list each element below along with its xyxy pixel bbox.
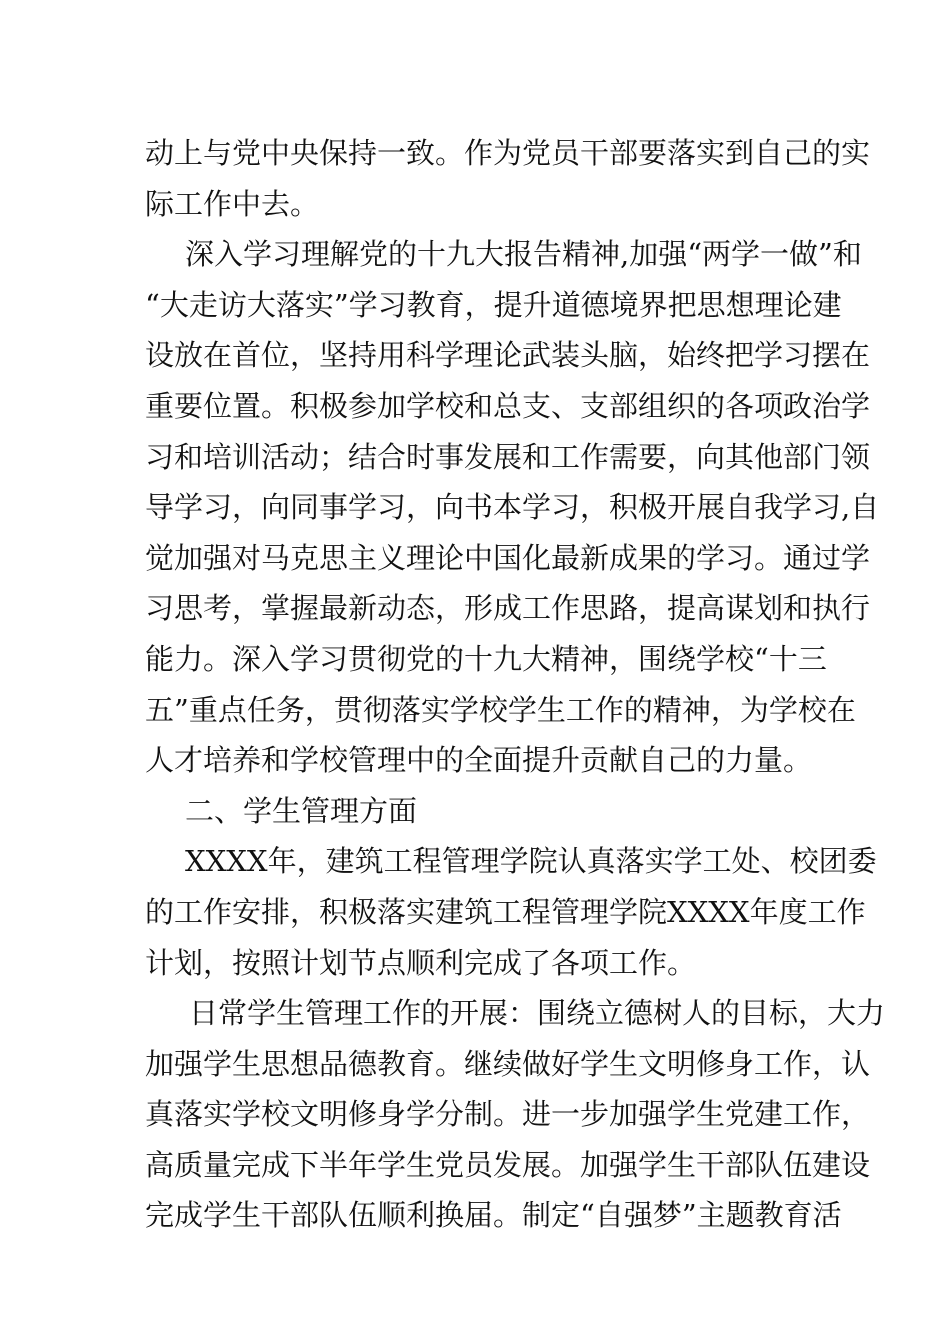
text-line: 加强学生思想品德教育。继续做好学生文明修身工作，认: [145, 1046, 871, 1081]
text-line: 导学习，向同事学习，向书本学习，积极开展自我学习,自: [145, 490, 880, 525]
text-line: 真落实学校文明修身学分制。进一步加强学生党建工作，: [145, 1097, 871, 1132]
paragraph-start-line: 深入学习理解党的十九大报告精神,加强“两学一做”和: [185, 237, 862, 272]
text-line: 习和培训活动；结合时事发展和工作需要，向其他部门领: [145, 439, 871, 474]
paragraph-start-line: 日常学生管理工作的开展：围绕立德树人的目标，大力: [189, 996, 886, 1031]
text-line: 计划，按照计划节点顺利完成了各项工作。: [145, 945, 697, 980]
text-line: 重要位置。积极参加学校和总支、支部组织的各项政治学: [145, 388, 871, 423]
paragraph-start-line: XXXX年，建筑工程管理学院认真落实学工处、校团委: [185, 844, 877, 879]
text-line: 人才培养和学校管理中的全面提升贡献自己的力量。: [145, 743, 813, 778]
document-body: [145, 128, 886, 1241]
text-line: 设放在首位，坚持用科学理论武装头脑，始终把学习摆在: [145, 338, 871, 373]
text-line: 五”重点任务，贯彻落实学校学生工作的精神，为学校在: [145, 692, 856, 727]
section-heading: 二、学生管理方面: [185, 793, 418, 828]
text-line: 能力。深入学习贯彻党的十九大精神，围绕学校“十三: [145, 641, 827, 676]
text-line: 高质量完成下半年学生党员发展。加强学生干部队伍建设: [145, 1147, 871, 1182]
text-line: “大走访大落实”学习教育，提升道德境界把思想理论建: [145, 287, 842, 322]
text-line: 的工作安排，积极落实建筑工程管理学院XXXX年度工作: [145, 894, 866, 929]
text-line: 习思考，掌握最新动态，形成工作思路，提高谋划和执行: [145, 591, 871, 626]
text-line: 完成学生干部队伍顺利换届。制定“自强梦”主题教育活: [145, 1198, 842, 1233]
text-line: 觉加强对马克思主义理论中国化最新成果的学习。通过学: [145, 540, 871, 575]
text-line: 动上与党中央保持一致。作为党员干部要落实到自己的实: [145, 136, 871, 170]
text-line: 际工作中去。: [145, 186, 320, 221]
